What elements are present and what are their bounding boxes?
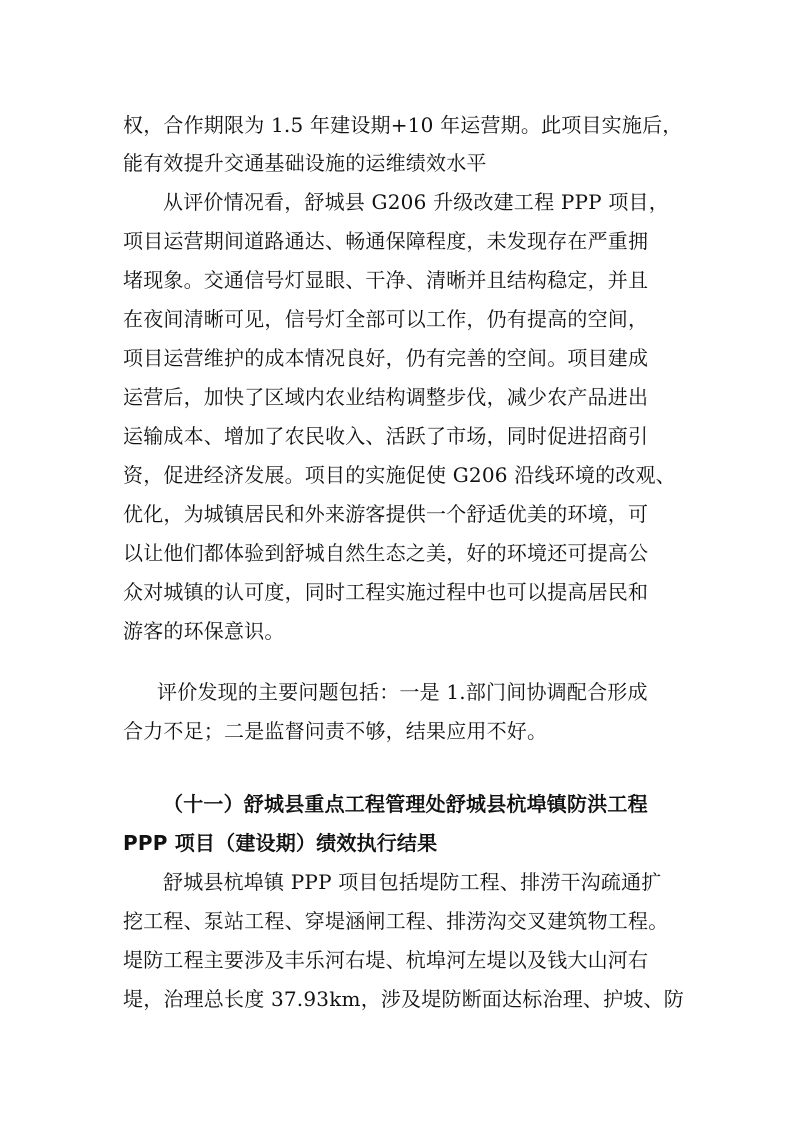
paragraph-line: 众对城镇的认可度，同时工程实施过程中也可以提高居民和 (123, 580, 649, 604)
paragraph-line: 优化，为城镇居民和外来游客提供一个舒适优美的环境，可 (123, 502, 649, 526)
paragraph-line: 权，合作期限为 1.5 年建设期+10 年运营期。此项目实施后， (123, 113, 683, 137)
paragraph-line: 以让他们都体验到舒城自然生态之美，好的环境还可提高公 (123, 541, 649, 565)
paragraph-line: 评价发现的主要问题包括：一是 1.部门间协调配合形成 (157, 680, 648, 704)
section-heading: （十一）舒城县重点工程管理处舒城县杭埠镇防洪工程 (163, 792, 648, 816)
paragraph-line: 能有效提升交通基础设施的运维绩效水平 (123, 151, 487, 175)
paragraph-line: 挖工程、泵站工程、穿堤涵闸工程、排涝沟交叉建筑物工程。 (123, 909, 669, 933)
paragraph-line: 舒城县杭埠镇 PPP 项目包括堤防工程、排涝干沟疏通扩 (163, 870, 662, 894)
paragraph-line: 合力不足；二是监督问责不够，结果应用不好。 (123, 719, 548, 743)
paragraph-line: 项目运营维护的成本情况良好，仍有完善的空间。项目建成 (123, 346, 649, 370)
section-heading: PPP 项目（建设期）绩效执行结果 (123, 831, 438, 855)
paragraph-line: 在夜间清晰可见，信号灯全部可以工作，仍有提高的空间， (123, 307, 649, 331)
paragraph-line: 游客的环保意识。 (123, 619, 285, 643)
paragraph-line: 运输成本、增加了农民收入、活跃了市场，同时促进招商引 (123, 424, 649, 448)
paragraph-line: 堤防工程主要涉及丰乐河右堤、杭埠河左堤以及钱大山河右 (123, 948, 649, 972)
paragraph-line: 堤，治理总长度 37.93km，涉及堤防断面达标治理、护坡、防 (123, 987, 684, 1011)
paragraph-line: 从评价情况看，舒城县 G206 升级改建工程 PPP 项目， (163, 190, 669, 214)
paragraph-line: 堵现象。交通信号灯显眼、干净、清晰并且结构稳定，并且 (123, 268, 649, 292)
paragraph-line: 资，促进经济发展。项目的实施促使 G206 沿线环境的改观、 (123, 463, 676, 487)
paragraph-line: 运营后，加快了区域内农业结构调整步伐，减少农产品进出 (123, 385, 649, 409)
paragraph-line: 项目运营期间道路通达、畅通保障程度，未发现存在严重拥 (123, 229, 649, 253)
